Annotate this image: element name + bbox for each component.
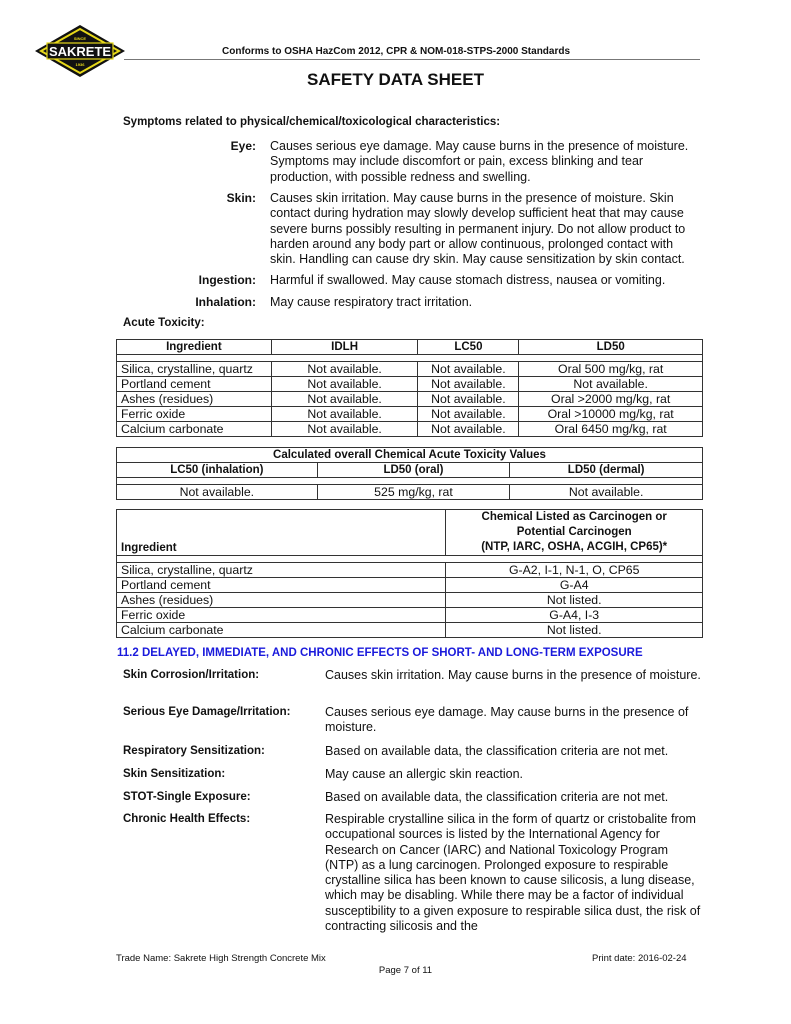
calculated-toxicity-table: [116, 447, 703, 500]
idlh-cell: Not available.: [271, 392, 418, 407]
symptom-text: Causes skin irritation. May cause burns in the presence of moisture. Skin contact during hydration may slowly develop sufficient heat that may cause severe burns possibly resulting in permanent injury. Do not allow product to harden around any body part or allow continuous, prolonged contact with skin. Handling can cause dry skin. May cause sensitization by skin contact.: [270, 191, 686, 267]
ingredient-cell: Calcium carbonate: [117, 623, 446, 638]
ld50-dermal-cell: Not available.: [510, 485, 703, 500]
idlh-cell: Not available.: [271, 362, 418, 377]
effect-label: Serious Eye Damage/Irritation:: [123, 706, 291, 718]
table-header-row: [117, 510, 703, 556]
symptom-label: Ingestion:: [198, 273, 256, 287]
column-header: LC50: [418, 340, 519, 355]
column-header: LD50 (oral): [317, 463, 510, 478]
effect-label: STOT-Single Exposure:: [123, 791, 251, 803]
acute-toxicity-heading: Acute Toxicity:: [123, 317, 205, 329]
footer-print-date: Print date: 2016-02-24: [592, 953, 687, 964]
ingredient-cell: Portland cement: [117, 377, 272, 392]
ingredient-cell: Silica, crystalline, quartz: [117, 362, 272, 377]
symptom-label: Eye:: [230, 139, 256, 153]
header-line: Chemical Listed as Carcinogen or: [481, 511, 667, 523]
acute-toxicity-table: [116, 339, 703, 437]
column-header: Ingredient: [117, 340, 272, 355]
svg-text:1936: 1936: [75, 62, 85, 67]
effect-text: Causes skin irritation. May cause burns in the presence of moisture.: [325, 668, 701, 682]
effect-text: Based on available data, the classification criteria are not met.: [325, 744, 669, 758]
table-header-row: [117, 340, 703, 355]
svg-text:SINCE: SINCE: [73, 36, 87, 41]
table-row: [117, 563, 703, 578]
column-header: LC50 (inhalation): [117, 463, 318, 478]
ld50-cell: Oral >2000 mg/kg, rat: [519, 392, 703, 407]
lc50-inhalation-cell: Not available.: [117, 485, 318, 500]
spacer-row: [117, 478, 703, 485]
conformance-statement: Conforms to OSHA HazCom 2012, CPR & NOM-018-STPS-2000 Standards: [222, 46, 571, 57]
table-row: [117, 593, 703, 608]
lc50-cell: Not available.: [418, 392, 519, 407]
ld50-cell: Oral >10000 mg/kg, rat: [519, 407, 703, 422]
carcinogen-table: [116, 509, 703, 638]
column-header: LD50: [519, 340, 703, 355]
page-title: SAFETY DATA SHEET: [307, 70, 484, 89]
ingredient-cell: Ferric oxide: [117, 608, 446, 623]
effect-label: Skin Corrosion/Irritation:: [123, 669, 260, 681]
table-row: [117, 362, 703, 377]
table-title: Calculated overall Chemical Acute Toxicity Values: [117, 448, 703, 463]
ld50-cell: Oral 500 mg/kg, rat: [519, 362, 703, 377]
carcinogen-cell: G-A4: [446, 578, 703, 593]
ingredient-cell: Ashes (residues): [117, 593, 446, 608]
table-row: [117, 377, 703, 392]
table-header-row: [117, 463, 703, 478]
ingredient-cell: Ashes (residues): [117, 392, 272, 407]
effect-text: Based on available data, the classification criteria are not met.: [325, 790, 669, 804]
lc50-cell: Not available.: [418, 422, 519, 437]
effect-label: Skin Sensitization:: [123, 768, 226, 780]
table-row: [117, 392, 703, 407]
ld50-cell: Oral 6450 mg/kg, rat: [519, 422, 703, 437]
ld50-cell: Not available.: [519, 377, 703, 392]
table-row: [117, 623, 703, 638]
footer-page-number: Page 7 of 11: [378, 965, 433, 976]
spacer-row: [117, 556, 703, 563]
ld50-oral-cell: 525 mg/kg, rat: [317, 485, 510, 500]
effect-label: Chronic Health Effects:: [123, 813, 251, 825]
table-row: [117, 422, 703, 437]
header-line: Potential Carcinogen: [516, 526, 632, 538]
symptoms-heading: Symptoms related to physical/chemical/toxicological characteristics:: [123, 116, 501, 128]
table-row: [117, 485, 703, 500]
column-header: Ingredient: [117, 510, 446, 556]
carcinogen-cell: G-A4, I-3: [446, 608, 703, 623]
carcinogen-cell: Not listed.: [446, 593, 703, 608]
lc50-cell: Not available.: [418, 362, 519, 377]
idlh-cell: Not available.: [271, 422, 418, 437]
symptom-text: Causes serious eye damage. May cause burns in the presence of moisture. Symptoms may include discomfort or pain, excess blinking and tear production, with possible redness and swelling.: [270, 139, 689, 184]
idlh-cell: Not available.: [271, 377, 418, 392]
table-row: [117, 578, 703, 593]
svg-text:SAKRETE: SAKRETE: [48, 44, 112, 59]
carcinogen-cell: G-A2, I-1, N-1, O, CP65: [446, 563, 703, 578]
symptom-label: Inhalation:: [195, 295, 256, 309]
carcinogen-cell: Not listed.: [446, 623, 703, 638]
lc50-cell: Not available.: [418, 377, 519, 392]
header-divider: [124, 59, 700, 60]
symptom-label: Skin:: [226, 191, 256, 205]
column-header: [446, 510, 703, 556]
symptom-text: May cause respiratory tract irritation.: [270, 295, 473, 309]
column-header: LD50 (dermal): [510, 463, 703, 478]
table-row: [117, 407, 703, 422]
table-row: [117, 608, 703, 623]
symptom-text: Harmful if swallowed. May cause stomach distress, nausea or vomiting.: [270, 273, 666, 287]
effect-text: Causes serious eye damage. May cause burns in the presence of moisture.: [325, 705, 689, 735]
ingredient-cell: Ferric oxide: [117, 407, 272, 422]
lc50-cell: Not available.: [418, 407, 519, 422]
effect-text: Respirable crystalline silica in the form of quartz or cristobalite from occupational sources is listed by the International Agency for Research on Cancer (IARC) and National Toxicology Program (NTP) as a lung carcinogen. Prolonged exposure to respirable crystalline silica has been known to cause silicosis, a lung disease, which may be disabling. While there may be a factor of individual susceptibility to a given exposure to respirable silica dust, the risk of contracting silicosis and the: [325, 812, 701, 934]
section-heading: 11.2 DELAYED, IMMEDIATE, AND CHRONIC EFFECTS OF SHORT- AND LONG-TERM EXPOSURE: [117, 647, 643, 659]
spacer-row: [117, 355, 703, 362]
header-line: (NTP, IARC, OSHA, ACGIH, CP65)*: [481, 541, 668, 553]
ingredient-cell: Portland cement: [117, 578, 446, 593]
idlh-cell: Not available.: [271, 407, 418, 422]
footer-trade-name: Trade Name: Sakrete High Strength Concrete Mix: [116, 953, 326, 964]
column-header: IDLH: [271, 340, 418, 355]
effect-text: May cause an allergic skin reaction.: [325, 767, 524, 781]
effect-label: Respiratory Sensitization:: [123, 745, 265, 757]
ingredient-cell: Calcium carbonate: [117, 422, 272, 437]
ingredient-cell: Silica, crystalline, quartz: [117, 563, 446, 578]
